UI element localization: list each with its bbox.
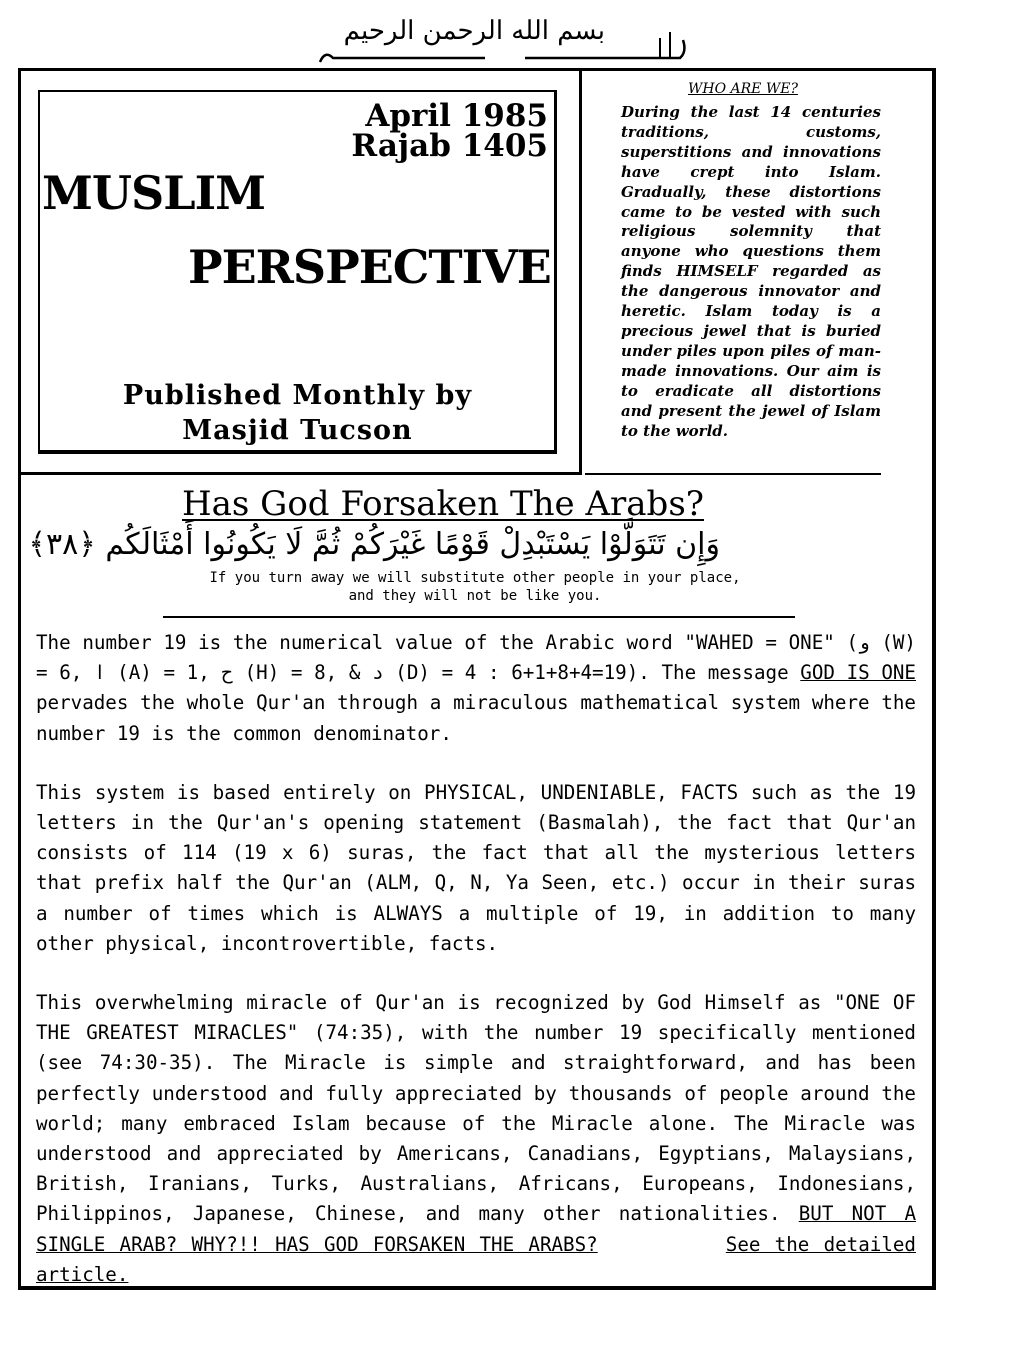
p3-text: This overwhelming miracle of Qur'an is recognized by God Himself as "ONE OF THE GREATEST MIRACLES" (74:35), with the number 19 specifically mentioned (see 74:30-35). The Miracle is simple and straightforward, and has been perfectly understood and fully appreciated by thousands of people around the world; many embraced Islam because of the Miracle alone. The Miracle was understood and appreciated by Americans, Canadians, Egyptians, Malaysians, British, Iranians, Turks, Australians, Africans, Europeans, Indonesians, Philippinos, Japanese, Chinese, and many other nationalities. [36,991,916,1226]
article-paragraph-2: This system is based entirely on PHYSICAL, UNDENIABLE, FACTS such as the 19 letters in the Qur'an's opening statement (Basmalah), the fact that Qur'an consists of 114 (19 x 6) suras, the fact that all the mysterious letters that prefix half the Qur'an (ALM, Q, N, Ya Seen, etc.) occur in their suras a number of times which is ALWAYS a multiple of 19, in addition to many other physical, incontrovertible, facts. [36,780,916,955]
publication-title-line2: PERSPECTIVE [188,240,551,294]
verse-translation-line1: If you turn away we will substitute other people in your place, [209,570,741,586]
article-paragraph-1 [36,628,916,749]
article-body [36,628,916,1319]
verse-translation-line2: and they will not be like you. [348,588,602,604]
god-is-one-phrase: GOD IS ONE [800,661,916,685]
has-god-forsaken-phrase: BUT NOT A SINGLE ARAB? WHY?!! HAS GOD FORSAKEN THE ARABS? [36,1202,917,1256]
sidebar-divider [585,473,881,475]
quran-verse-arabic: وَإِن تَتَوَلَّوْا يَسْتَبْدِلْ قَوْمًا غَيْرَكُمْ ثُمَّ لَا يَكُونُوا أَمْثَالَكُم ﴿٣٨﴾ [28,527,720,562]
issue-date-gregorian: April 1985 [365,98,548,134]
basmalah-text: بسم الله الرحمن الرحيم [343,16,605,46]
publisher-line2: Masjid Tucson [182,415,413,446]
issue-date-hijri: Rajab 1405 [351,128,548,164]
article-headline: Has God Forsaken The Arabs? [182,484,705,524]
who-are-we-heading: WHO ARE WE? [688,81,798,97]
p1-text-b: pervades the whole Qur'an through a miraculous mathematical system where the number 19 is the common denominator. [36,691,916,745]
p3-gap [598,1233,726,1256]
publisher-line1: Published Monthly by [122,380,473,411]
who-are-we-body: During the last 14 centuries traditions, customs, superstitions and innovations have crept into Islam. Gradually, these distortions came to be vested with such religious solemnity that anyone who questions them finds HIMSELF regarded as the dangerous innovator and heretic. Islam today is a precious jewel that is buried under piles upon piles of man-made innovations. Our aim is to eradicate all distortions and present the jewel of Islam to the world. [621,103,881,440]
publication-title-line1: MUSLIM [42,166,266,220]
p1-text-a: The number 19 is the numerical value of the Arabic word "WAHED = ONE" (و (W) = 6, ا (A) = 1, ح (H) = 8, & د (D) = 4 : 6+1+8+4=19). The message [36,631,916,685]
article-paragraph-3 [36,988,916,1290]
see-detailed-article-link: See the detailed article. [36,1232,916,1286]
headline-divider [163,616,795,618]
